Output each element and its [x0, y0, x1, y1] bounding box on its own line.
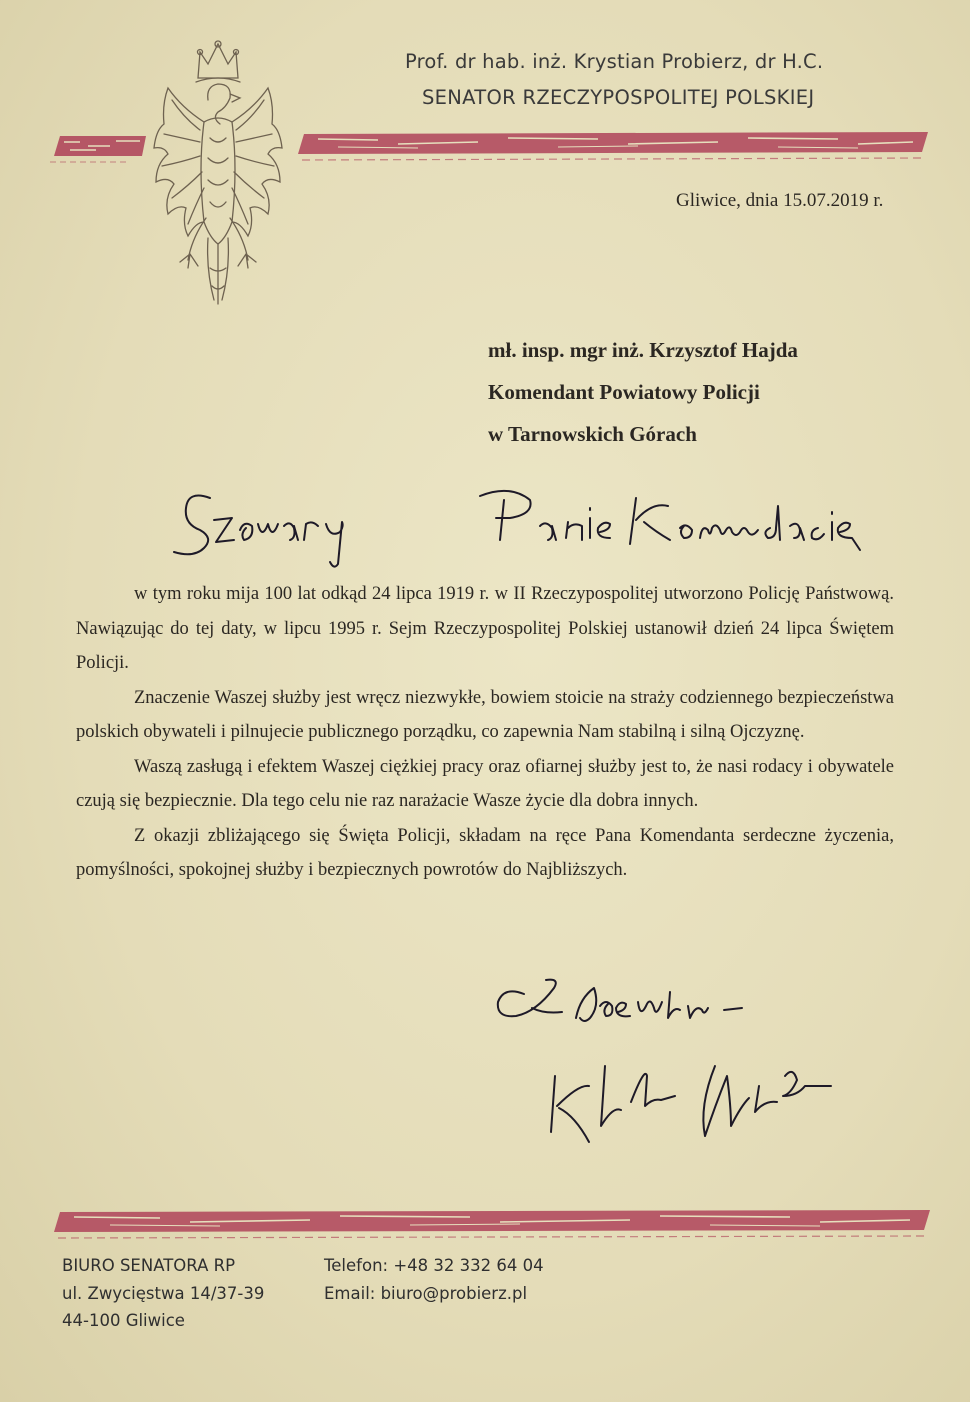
footer-city: 44-100 Gliwice: [62, 1311, 185, 1330]
senator-name: Prof. dr hab. inż. Krystian Probierz, dr H.C.: [405, 50, 824, 73]
footer-office-name: BIURO SENATORA RP: [62, 1256, 236, 1275]
footer-phone: Telefon: +48 32 332 64 04: [324, 1256, 544, 1275]
senator-title: SENATOR RZECZYPOSPOLITEJ POLSKIEJ: [422, 86, 815, 109]
body-paragraph-3: Waszą zasługą i efektem Waszej ciężkiej pracy oraz ofiarnej służby jest to, że nasi rodacy i obywatele czują się bezpiecznie. Dla tego celu nie raz narażacie Wasze życie dla dobra innych.: [76, 756, 894, 811]
recipient-position: Komendant Powiatowy Policji: [488, 380, 760, 404]
handwritten-closing: [484, 958, 824, 1040]
recipient-name: mł. insp. mgr inż. Krzysztof Hajda: [488, 338, 798, 362]
decorative-band-top-right: [298, 130, 928, 164]
decorative-band-bottom: [50, 1208, 930, 1242]
handwritten-salutation: [170, 478, 910, 568]
letter-date: Gliwice, dnia 15.07.2019 r.: [676, 190, 884, 211]
handwritten-signature: [535, 1046, 865, 1156]
recipient-location: w Tarnowskich Górach: [488, 422, 697, 446]
body-paragraph-1: w tym roku mija 100 lat odkąd 24 lipca 1919 r. w II Rzeczypospolitej utworzono Policję Państwową. Nawiązując do tej daty, w lipcu 1995 r. Sejm Rzeczypospolitej Polskiej ustanowił dzień 24 lipca Świętem Policji.: [76, 584, 894, 673]
eagle-emblem-icon: [148, 38, 288, 306]
body-paragraph-2: Znaczenie Waszej służby jest wręcz niezwykłe, bowiem stoicie na straży codziennego bezpieczeństwa polskich obywateli i pilnujecie publicznego porządku, co zapewnia Nam stabilną i silną Ojczyznę.: [76, 687, 894, 742]
footer-street: ul. Zwycięstwa 14/37-39: [62, 1284, 265, 1303]
footer-email[interactable]: Email: biuro@probierz.pl: [324, 1284, 528, 1303]
body-paragraph-4: Z okazji zbliżającego się Święta Policji, składam na ręce Pana Komendanta serdeczne życzenia, pomyślności, spokojnej służby i bezpiecznych powrotów do Najbliższych.: [76, 825, 894, 880]
letter-body: [76, 577, 894, 888]
decorative-band-top-left: [50, 134, 146, 168]
